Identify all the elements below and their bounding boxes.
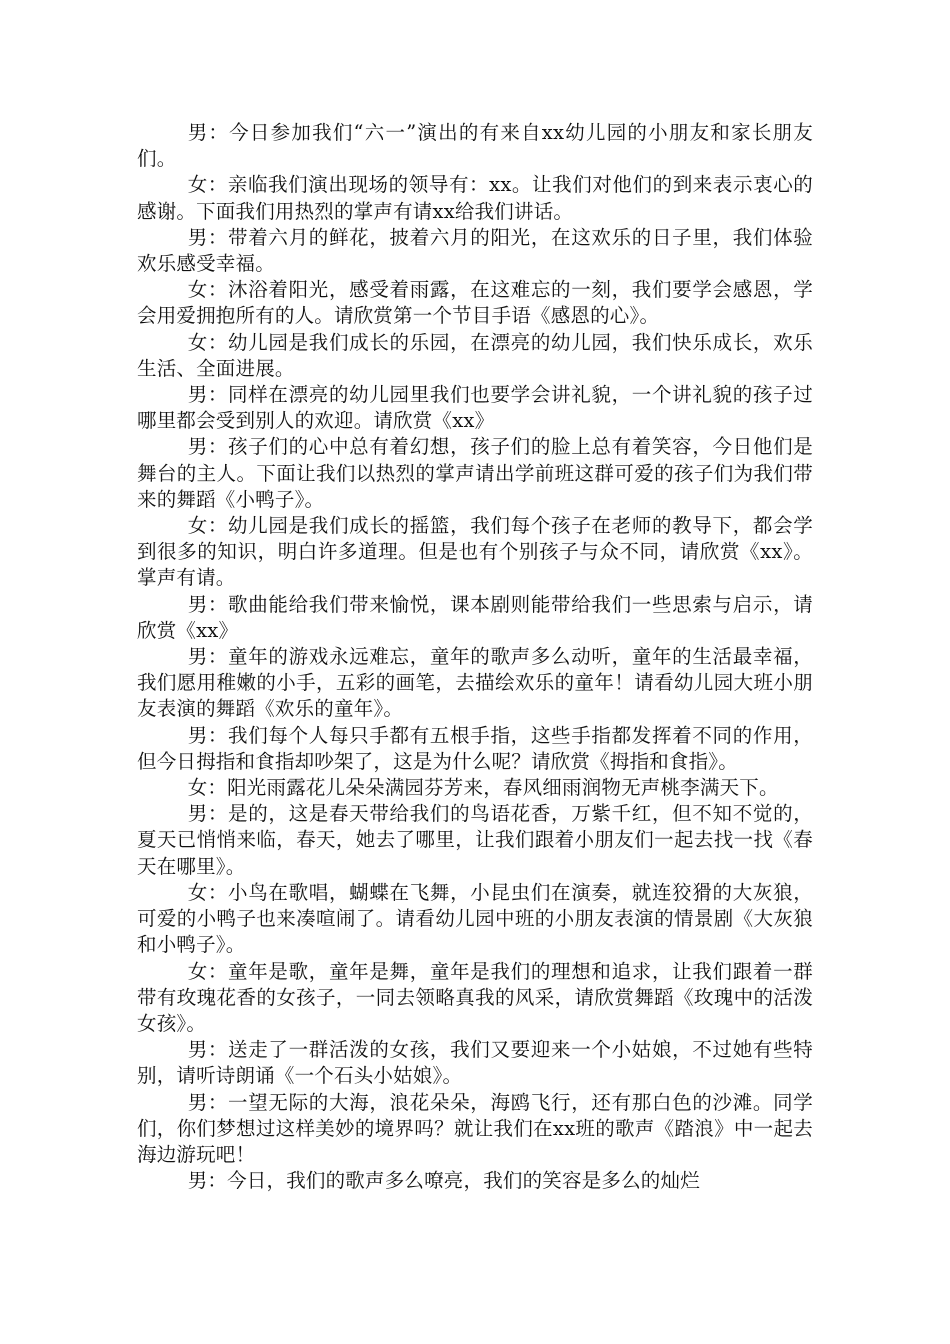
paragraph-2: 女：亲临我们演出现场的领导有：xx。让我们对他们的到来表示衷心的感谢。下面我们用热烈的掌声有请xx给我们讲话。: [137, 173, 813, 223]
paragraph-6: 男：同样在漂亮的幼儿园里我们也要学会讲礼貌，一个讲礼貌的孩子过哪里都会受到别人的欢迎。请欣赏《xx》: [137, 383, 813, 433]
paragraph-15: 女：童年是歌，童年是舞，童年是我们的理想和追求，让我们跟着一群带有玫瑰花香的女孩子，一同去领略真我的风采，请欣赏舞蹈《玫瑰中的活泼女孩》。: [137, 959, 813, 1035]
paragraph-5: 女：幼儿园是我们成长的乐园，在漂亮的幼儿园，我们快乐成长，欢乐生活、全面进展。: [137, 330, 813, 380]
paragraph-18: 男：今日，我们的歌声多么嘹亮，我们的笑容是多么的灿烂: [187, 1169, 700, 1193]
paragraph-4: 女：沐浴着阳光，感受着雨露，在这难忘的一刻，我们要学会感恩，学会用爱拥抱所有的人。请欣赏第一个节目手语《感恩的心》。: [137, 278, 813, 328]
paragraph-8: 女：幼儿园是我们成长的摇篮，我们每个孩子在老师的教导下，都会学到很多的知识，明白许多道理。但是也有个别孩子与众不同，请欣赏《xx》。掌声有请。: [137, 514, 813, 590]
paragraph-17: 男：一望无际的大海，浪花朵朵，海鸥飞行，还有那白色的沙滩。同学们，你们梦想过这样美妙的境界吗？就让我们在xx班的歌声《踏浪》中一起去海边游玩吧！: [137, 1090, 813, 1166]
paragraph-7: 男：孩子们的心中总有着幻想，孩子们的脸上总有着笑容，今日他们是舞台的主人。下面让我们以热烈的掌声请出学前班这群可爱的孩子们为我们带来的舞蹈《小鸭子》。: [137, 435, 813, 511]
document-body: [137, 120, 813, 1194]
paragraph-11: 男：我们每个人每只手都有五根手指，这些手指都发挥着不同的作用，但今日拇指和食指却吵架了，这是为什么呢？请欣赏《拇指和食指》。: [137, 723, 813, 773]
paragraph-3: 男：带着六月的鲜花，披着六月的阳光，在这欢乐的日子里，我们体验欢乐感受幸福。: [137, 225, 813, 276]
paragraph-16: 男：送走了一群活泼的女孩，我们又要迎来一个小姑娘，不过她有些特别，请听诗朗诵《一个石头小姑娘》。: [137, 1038, 813, 1088]
paragraph-10: 男：童年的游戏永远难忘，童年的歌声多么动听，童年的生活最幸福，我们愿用稚嫩的小手，五彩的画笔，去描绘欢乐的童年！请看幼儿园大班小朋友表演的舞蹈《欢乐的童年》。: [137, 645, 813, 721]
paragraph-13: 男：是的，这是春天带给我们的鸟语花香，万紫千红，但不知不觉的，夏天已悄悄来临，春天，她去了哪里，让我们跟着小朋友们一起去找一找《春天在哪里》。: [137, 802, 813, 878]
paragraph-12: 女：阳光雨露花儿朵朵满园芬芳来，春风细雨润物无声桃李满天下。: [187, 776, 779, 800]
paragraph-9: 男：歌曲能给我们带来愉悦，课本剧则能带给我们一些思索与启示，请欣赏《xx》: [137, 592, 813, 642]
paragraph-1: 男：今日参加我们“六一”演出的有来自xx幼儿园的小朋友和家长朋友们。: [137, 121, 813, 171]
paragraph-14: 女：小鸟在歌唱，蝴蝶在飞舞，小昆虫们在演奏，就连狡猾的大灰狼，可爱的小鸭子也来凑喧闹了。请看幼儿园中班的小朋友表演的情景剧《大灰狼和小鸭子》。: [137, 880, 813, 957]
